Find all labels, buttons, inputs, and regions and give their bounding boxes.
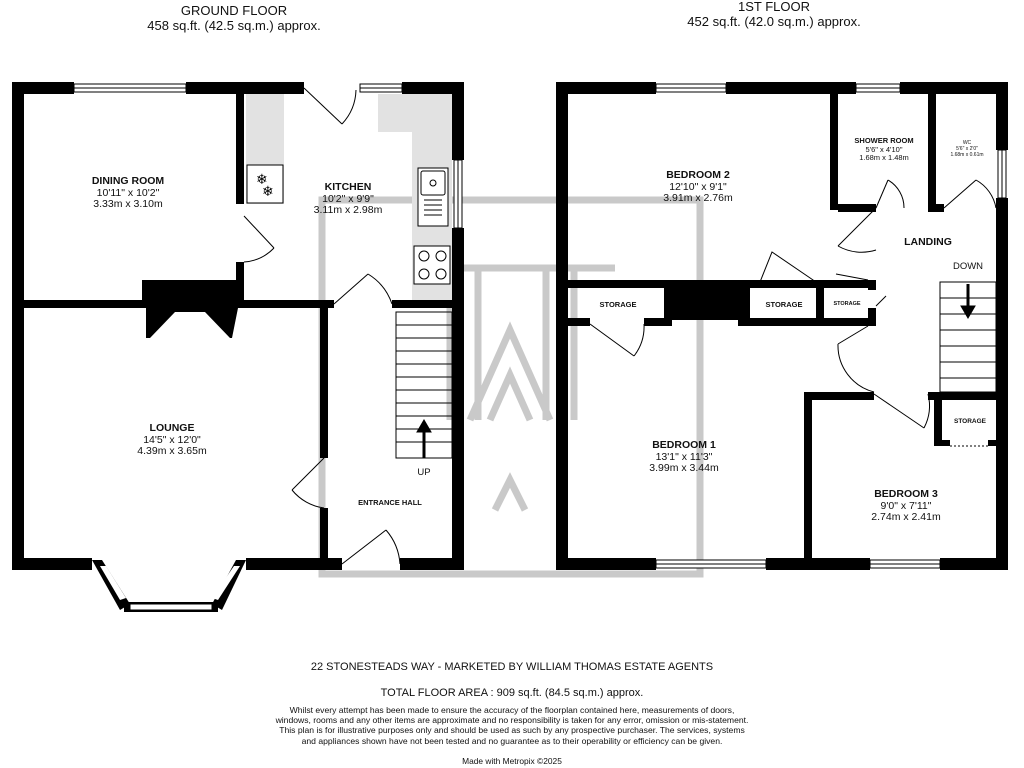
room-shower bbox=[840, 137, 928, 163]
room-imperial: 9'0" x 7'11" bbox=[880, 499, 932, 512]
room-storage-b: STORAGE bbox=[765, 300, 803, 309]
ground-floor-heading bbox=[84, 3, 384, 33]
stairs-up-label: UP bbox=[417, 467, 431, 478]
first-floor-area: 452 sq.ft. (42.0 sq.m.) approx. bbox=[687, 14, 861, 29]
room-imperial: 12'10" x 9'1" bbox=[669, 180, 727, 193]
room-name: LOUNGE bbox=[149, 422, 195, 434]
room-bedroom-3 bbox=[842, 489, 970, 524]
made-with-credit: Made with Metropix ©2025 bbox=[462, 756, 562, 766]
room-name: ENTRANCE HALL bbox=[358, 498, 422, 507]
first-floor-heading bbox=[624, 0, 924, 29]
room-landing bbox=[888, 237, 968, 249]
room-metric: 3.99m x 3.44m bbox=[649, 462, 719, 474]
room-metric: 3.33m x 3.10m bbox=[93, 198, 163, 210]
room-entrance-hall bbox=[340, 497, 440, 509]
room-name: SHOWER ROOM bbox=[854, 136, 914, 145]
room-bedroom-2 bbox=[634, 170, 762, 205]
watermark-logo bbox=[322, 200, 700, 574]
room-metric: 2.74m x 2.41m bbox=[871, 511, 941, 523]
ground-stairs bbox=[396, 312, 452, 458]
room-storage-a: STORAGE bbox=[599, 300, 637, 309]
total-floor-area: TOTAL FLOOR AREA : 909 sq.ft. (84.5 sq.m.) approx. bbox=[380, 687, 644, 699]
svg-text:❄: ❄ bbox=[256, 171, 268, 187]
first-stairs bbox=[940, 282, 996, 392]
svg-text:❄: ❄ bbox=[262, 183, 274, 199]
room-name: KITCHEN bbox=[324, 181, 372, 193]
stairs-down-label: DOWN bbox=[952, 261, 984, 272]
room-name: BEDROOM 3 bbox=[874, 488, 938, 500]
room-name: BEDROOM 2 bbox=[666, 169, 730, 181]
room-imperial: 5'6" x 4'10" bbox=[865, 144, 903, 154]
room-imperial: 5'6" x 2'0" bbox=[956, 146, 978, 152]
room-metric: 1.68m x 0.61m bbox=[950, 152, 984, 158]
room-lounge bbox=[108, 423, 236, 458]
room-kitchen bbox=[284, 182, 412, 217]
room-storage-d: STORAGE bbox=[953, 418, 987, 425]
room-metric: 4.39m x 3.65m bbox=[137, 445, 207, 457]
disclaimer: Whilst every attempt has been made to ensure the accuracy of the floorplan contained here, measurements of doors, windows, rooms and any other items are approximate and no responsibility is taken for any error, omission or mis-statement. This plan is for illustrative purposes only and should be used as such by any prospective purchaser. The services, systems and appliances shown have not been tested and no guarantee as to their operability or efficiency can be given. bbox=[275, 705, 749, 746]
room-metric: 3.91m x 2.76m bbox=[663, 192, 733, 204]
room-bedroom-1 bbox=[620, 440, 748, 475]
room-imperial: 10'11" x 10'2" bbox=[96, 186, 160, 199]
bay-window bbox=[92, 560, 246, 612]
room-imperial: 13'1" x 11'3" bbox=[655, 450, 713, 463]
room-name: BEDROOM 1 bbox=[652, 439, 716, 451]
room-metric: 1.68m x 1.48m bbox=[859, 153, 909, 162]
first-floor-title: 1ST FLOOR bbox=[737, 0, 810, 14]
property-address: 22 STONESTEADS WAY - MARKETED BY WILLIAM THOMAS ESTATE AGENTS bbox=[310, 661, 714, 673]
ground-floor-area: 458 sq.ft. (42.5 sq.m.) approx. bbox=[147, 18, 321, 33]
room-dining bbox=[64, 176, 192, 211]
room-name: DINING ROOM bbox=[91, 175, 165, 187]
room-storage-c: STORAGE bbox=[833, 301, 861, 307]
room-imperial: 10'2" x 9'9" bbox=[322, 192, 374, 205]
room-metric: 3.11m x 2.98m bbox=[313, 204, 383, 216]
room-wc bbox=[940, 140, 994, 158]
room-name: WC bbox=[962, 140, 972, 146]
room-imperial: 14'5" x 12'0" bbox=[143, 433, 201, 446]
room-name: LANDING bbox=[904, 236, 952, 248]
ground-floor-title: GROUND FLOOR bbox=[180, 3, 288, 18]
